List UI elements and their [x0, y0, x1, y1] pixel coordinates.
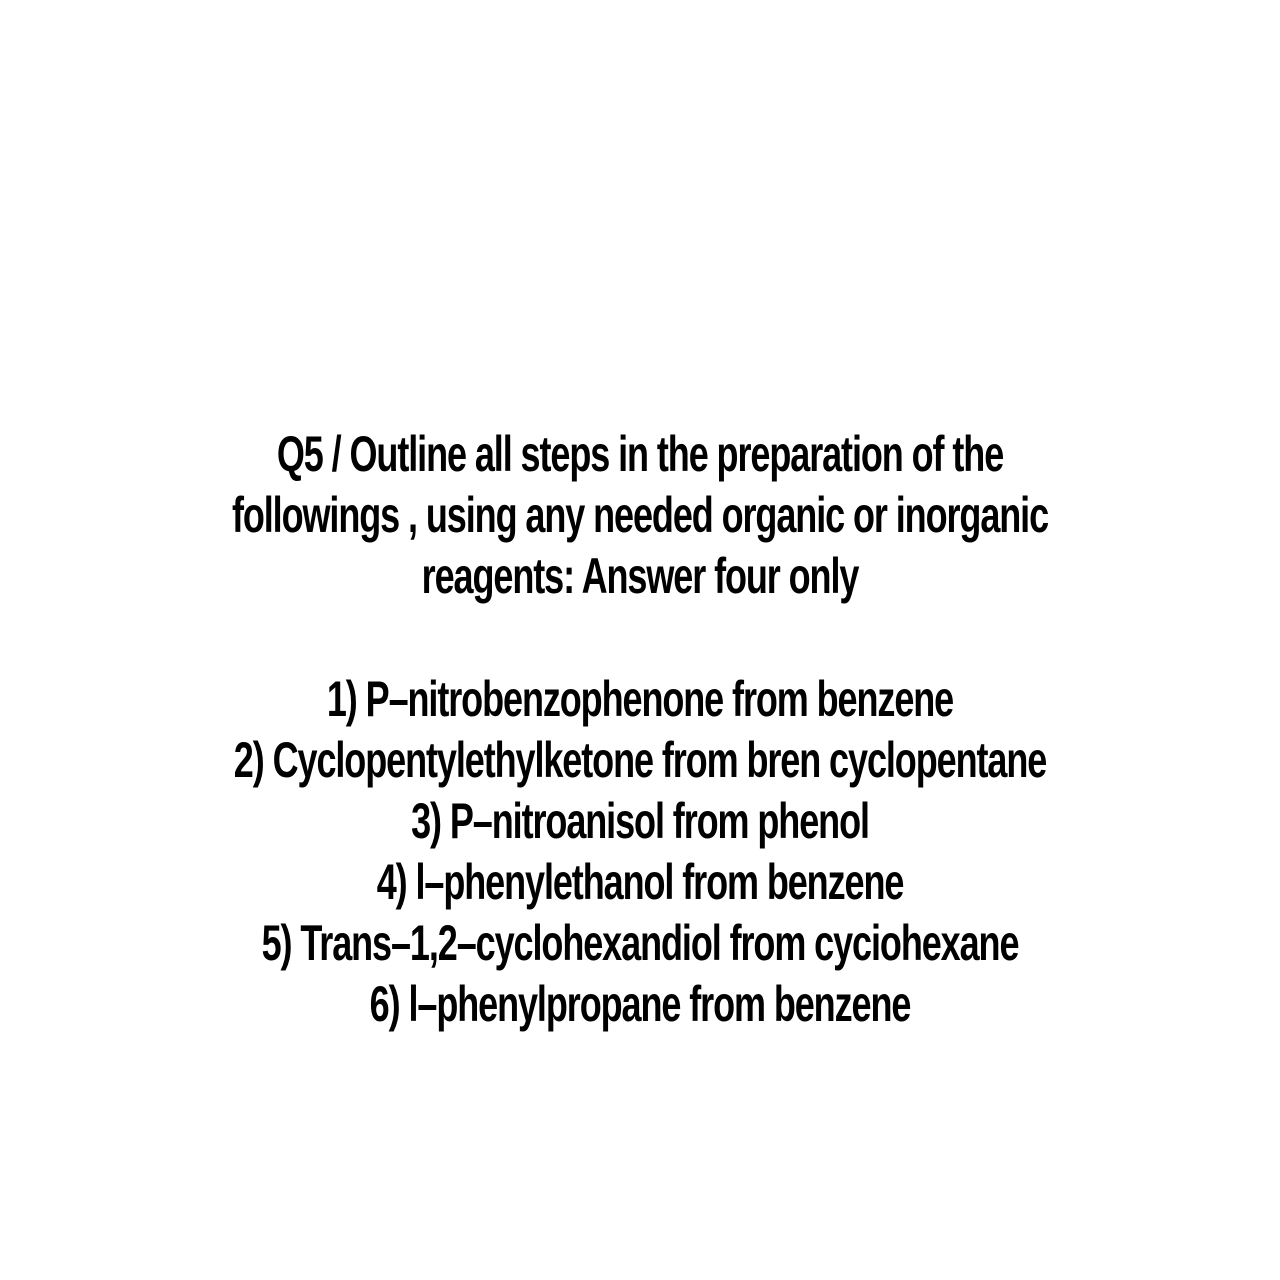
- question-text-block: [0, 424, 1280, 1035]
- list-item-2: 2) Cyclopentylethylketone from bren cyclopentane: [233, 732, 1047, 788]
- list-item-5: 5) Trans–1,2–cyclohexandiol from cyciohexane: [261, 915, 1019, 971]
- list-item-4: 4) l–phenylethanol from benzene: [376, 854, 904, 910]
- spacer: [0, 607, 1280, 669]
- question-header-line-3: reagents: Answer four only: [421, 548, 859, 604]
- question-header-line-1: Q5 / Outline all steps in the preparation of the: [276, 426, 1004, 482]
- list-item-3: 3) P–nitroanisol from phenol: [411, 793, 869, 849]
- list-item-6: 6) l–phenylpropane from benzene: [369, 976, 911, 1032]
- question-header-line-2: followings , using any needed organic or inorganic: [231, 487, 1049, 543]
- list-item-1: 1) P–nitrobenzophenone from benzene: [326, 671, 954, 727]
